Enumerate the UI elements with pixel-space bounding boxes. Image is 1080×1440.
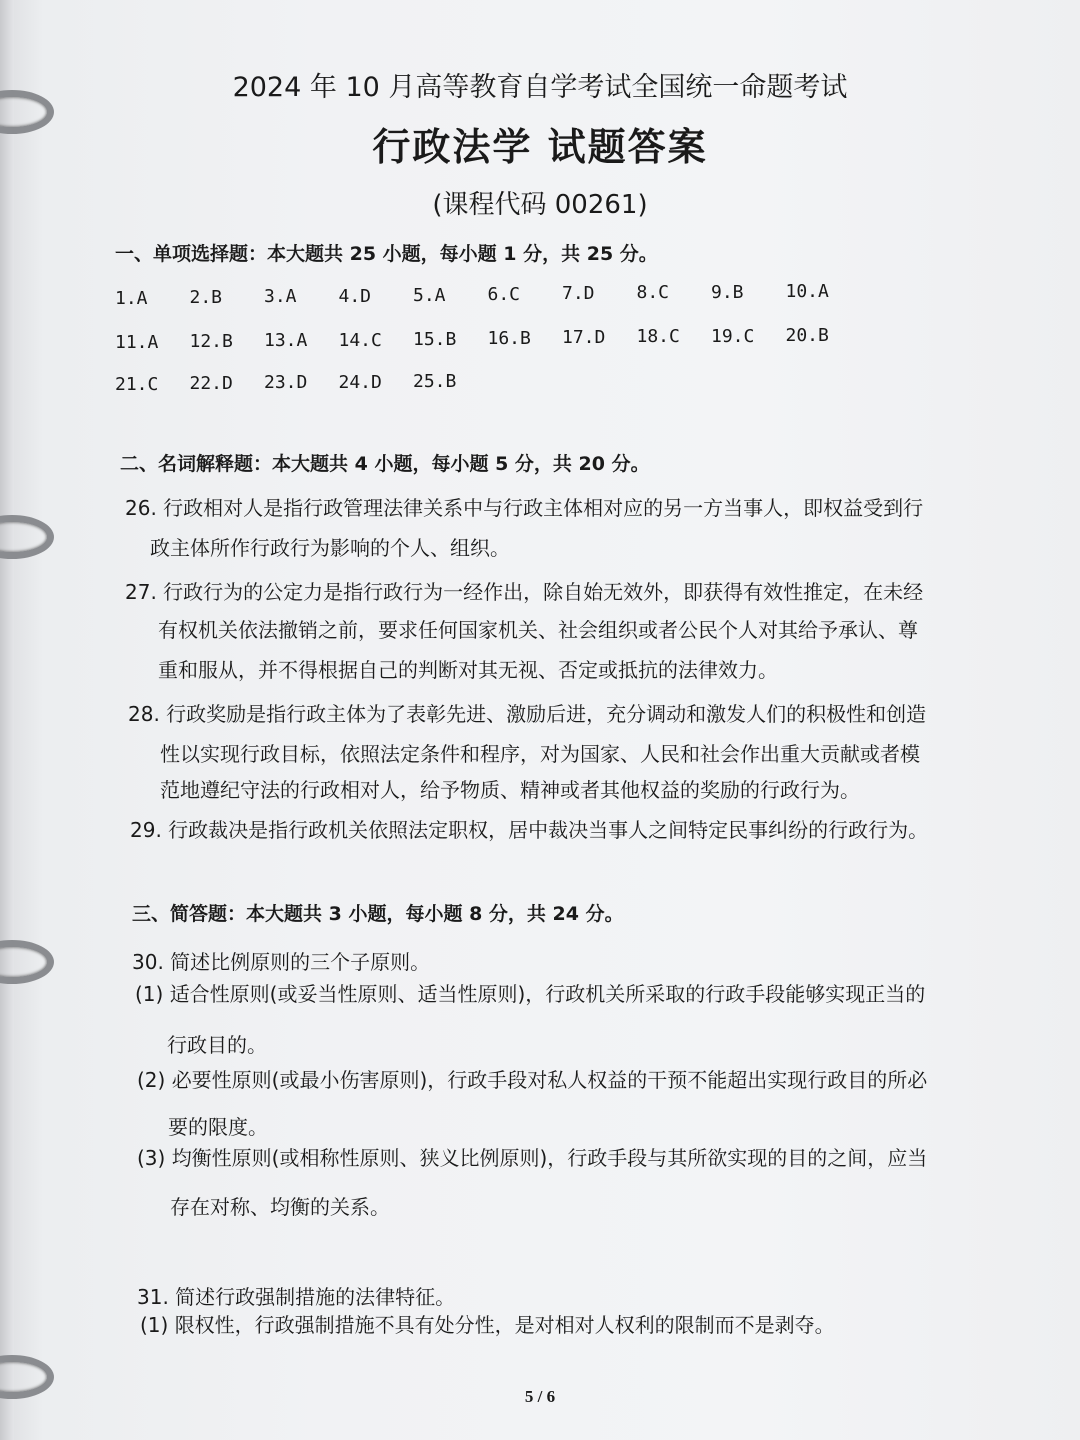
document-title: 行政法学 试题答案 (372, 125, 708, 169)
answer-line: 性以实现行政目标，依照法定条件和程序，对为国家、人民和社会作出重大贡献或者模 (160, 742, 920, 766)
choice-answer: 20.B (785, 324, 829, 346)
page-number: 5 / 6 (524, 1387, 556, 1406)
answer-line: 存在对称、均衡的关系。 (170, 1195, 390, 1219)
section1-heading: 一、单项选择题：本大题共 25 小题，每小题 1 分，共 25 分。 (115, 243, 658, 265)
choice-answer: 22.D (189, 373, 233, 395)
answer-line: (2) 必要性原则(或最小伤害原则)，行政手段对私人权益的干预不能超出实现行政目的所必 (137, 1068, 928, 1092)
choice-answer: 3.A (264, 286, 297, 308)
choice-answer: 12.B (189, 331, 233, 353)
choice-answer: 5.A (413, 284, 446, 306)
choice-answer: 23.D (264, 372, 308, 394)
choice-answer: 7.D (562, 283, 595, 305)
choice-answer: 24.D (338, 371, 382, 393)
answer-line: 30. 简述比例原则的三个子原则。 (132, 950, 431, 974)
answer-line: (1) 限权性，行政强制措施不具有处分性，是对相对人权利的限制而不是剥夺。 (140, 1313, 835, 1337)
choice-answer: 9.B (711, 281, 744, 303)
choice-answer: 8.C (636, 282, 670, 304)
answer-line: 26. 行政相对人是指行政管理法律关系中与行政主体相对应的另一方当事人，即权益受到行 (125, 496, 924, 520)
answer-line: (3) 均衡性原则(或相称性原则、狭义比例原则)，行政手段与其所欲实现的目的之间，应当 (137, 1146, 928, 1170)
choice-answer: 10.A (785, 280, 829, 302)
answer-line: 有权机关依法撤销之前，要求任何国家机关、社会组织或者公民个人对其给予承认、尊 (158, 618, 918, 642)
choice-answer: 4.D (338, 285, 372, 307)
section3-heading: 三、简答题：本大题共 3 小题，每小题 8 分，共 24 分。 (132, 903, 624, 925)
choice-answer: 2.B (189, 287, 223, 309)
answer-line: 重和服从，并不得根据自己的判断对其无视、否定或抵抗的法律效力。 (158, 658, 778, 682)
choice-answer: 16.B (487, 328, 531, 349)
answer-line: 28. 行政奖励是指行政主体为了表彰先进、激励后进，充分调动和激发人们的积极性和创造 (128, 702, 927, 726)
choice-answer: 1.A (115, 288, 148, 309)
answer-line: (1) 适合性原则(或妥当性原则、适当性原则)，行政机关所采取的行政手段能够实现正当的 (135, 982, 926, 1006)
choice-answer: 17.D (562, 327, 606, 349)
choice-answer: 19.C (711, 325, 755, 347)
choice-answer: 13.A (264, 330, 308, 352)
answer-line: 政主体所作行政行为影响的个人、组织。 (150, 536, 510, 560)
answer-line: 31. 简述行政强制措施的法律特征。 (137, 1285, 456, 1309)
choice-answer: 25.B (413, 370, 457, 392)
course-code: (课程代码 00261) (432, 190, 648, 220)
answer-line: 行政目的。 (167, 1033, 267, 1057)
section2-heading: 二、名词解释题：本大题共 4 小题，每小题 5 分，共 20 分。 (120, 453, 650, 475)
binder-ring (0, 515, 54, 559)
choice-answer: 11.A (115, 332, 159, 353)
choice-answer: 6.C (487, 284, 521, 305)
binder-ring (0, 940, 54, 984)
choice-answer: 21.C (115, 374, 159, 395)
choice-answer: 15.B (413, 328, 457, 350)
choice-answer: 18.C (636, 326, 680, 348)
exam-title: 2024 年 10 月高等教育自学考试全国统一命题考试 (232, 72, 848, 103)
answer-line: 要的限度。 (168, 1115, 268, 1139)
answer-line: 27. 行政行为的公定力是指行政行为一经作出，除自始无效外，即获得有效性推定，在未经 (125, 580, 924, 604)
answer-line: 29. 行政裁决是指行政机关依照法定职权，居中裁决当事人之间特定民事纠纷的行政行为。 (130, 818, 929, 842)
answer-line: 范地遵纪守法的行政相对人，给予物质、精神或者其他权益的奖励的行政行为。 (160, 778, 860, 802)
choice-answer: 14.C (338, 329, 382, 351)
